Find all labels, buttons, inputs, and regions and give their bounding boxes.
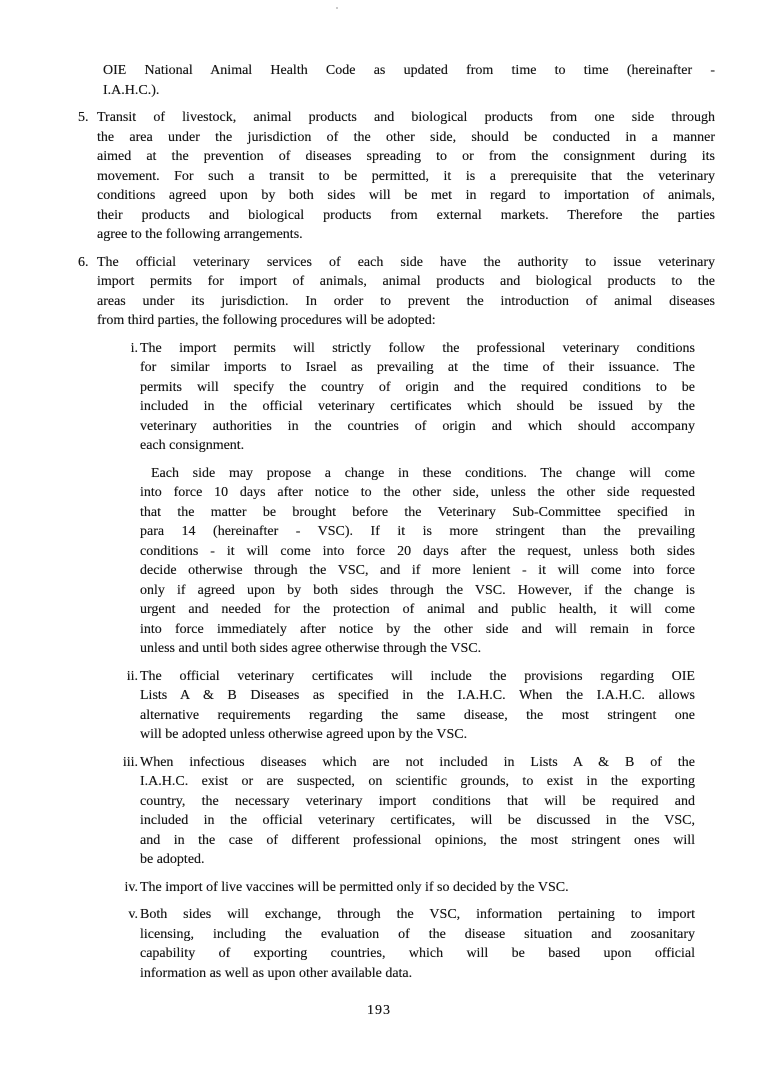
paragraph	[140, 339, 695, 456]
paragraph	[140, 667, 695, 745]
list-item	[0, 339, 695, 659]
item-marker: 5.	[78, 110, 89, 125]
text-line: areas under its jurisdiction. In order to prevent the introduction of animal diseases	[97, 293, 715, 309]
text-line: Transit of livestock, animal products and biological products from one side through	[97, 110, 715, 125]
text-line: veterinary authorities in the countries of origin and which should accompany	[140, 418, 695, 434]
list-item	[0, 753, 695, 870]
text-line: decide otherwise through the VSC, and if more lenient - it will come into force	[140, 563, 695, 578]
text-line: each consignment.	[140, 438, 245, 453]
text-line: included in the official veterinary certificates which should be issued by the	[140, 399, 695, 414]
text-line: country, the necessary veterinary import conditions that will be required and	[140, 793, 695, 809]
text-line: permits will specify the country of origin and the required conditions to be	[140, 379, 695, 395]
item-marker: v.	[128, 907, 138, 922]
text-line: When infectious diseases which are not included in Lists A & B of the	[140, 754, 695, 770]
text-line: into force 10 days after notice to the other side, unless the other side requested	[140, 485, 695, 500]
paragraph	[97, 108, 715, 245]
paragraph	[140, 464, 695, 659]
item-marker: ii.	[126, 668, 138, 684]
text-line: into force immediately after notice by the other side and will remain in force	[140, 621, 695, 637]
text-line: capability of exporting countries, which will be based upon official	[140, 946, 695, 961]
paragraph	[103, 61, 715, 100]
scan-artifact-dot	[336, 7, 338, 9]
text-line: the area under the jurisdiction of the other side, should be conducted in a manner	[97, 129, 715, 145]
text-line: alternative requirements regarding the same disease, the most stringent one	[140, 707, 695, 723]
text-line: conditions - it will come into force 20 days after the request, unless both sides	[140, 543, 695, 559]
list-item	[0, 905, 695, 983]
list-item	[0, 667, 695, 745]
item-marker: i.	[130, 340, 138, 356]
text-line: Lists A & B Diseases as specified in the I.A.H.C. When the I.A.H.C. allows	[140, 688, 695, 703]
list-item	[0, 878, 695, 898]
text-line: for similar imports to Israel as prevailing at the time of their issuance. The	[140, 360, 695, 375]
text-line: The official veterinary certificates will include the provisions regarding OIE	[140, 668, 695, 684]
text-line: be adopted.	[140, 852, 205, 867]
item-marker: iv.	[124, 879, 138, 895]
paragraph	[97, 253, 715, 331]
paragraph	[140, 878, 695, 898]
text-line: aimed at the prevention of diseases spreading to or from the consignment during its	[97, 149, 715, 164]
text-line: licensing, including the evaluation of the disease situation and zoosanitary	[140, 926, 695, 942]
text-line: I.A.H.C.).	[103, 82, 160, 98]
paragraph	[140, 905, 695, 983]
text-line: included in the official veterinary certificates, will be discussed in the VSC,	[140, 813, 695, 828]
text-line: their products and biological products from external markets. Therefore the parties	[97, 207, 715, 223]
paragraph	[103, 61, 715, 100]
page-number: 193	[367, 1003, 391, 1018]
text-line: The import permits will strictly follow the professional veterinary conditions	[140, 340, 695, 356]
text-line: information as well as upon other available data.	[140, 965, 413, 981]
text-line: urgent and needed for the protection of animal and public health, it will come	[140, 602, 695, 617]
text-line: Each side may propose a change in these conditions. The change will come	[151, 465, 695, 481]
text-line: conditions agreed upon by both sides will be met in regard to importation of animals,	[97, 188, 715, 203]
list-item	[0, 108, 715, 245]
list-item	[0, 253, 715, 331]
text-line: agree to the following arrangements.	[97, 227, 303, 242]
text-line: para 14 (hereinafter - VSC). If it is more stringent than the prevailing	[140, 524, 695, 539]
paragraph	[140, 753, 695, 870]
item-marker: 6.	[78, 254, 89, 270]
item-marker: iii.	[122, 754, 138, 770]
document-body	[0, 61, 758, 991]
text-line: Both sides will exchange, through the VSC, information pertaining to import	[140, 907, 695, 922]
text-line: will be adopted unless otherwise agreed upon by the VSC.	[140, 727, 468, 742]
text-line: The official veterinary services of each side have the authority to issue veterinary	[97, 254, 715, 270]
text-line: unless and until both sides agree otherwise through the VSC.	[140, 641, 482, 656]
text-line: from third parties, the following procedures will be adopted:	[97, 313, 436, 328]
text-line: only if agreed upon by both sides through the VSC. However, if the change is	[140, 582, 695, 598]
text-line: I.A.H.C. exist or are suspected, on scientific grounds, to exist in the exporting	[140, 774, 695, 789]
text-line: movement. For such a transit to be permitted, it is a prerequisite that the veterinary	[97, 168, 715, 184]
text-line: that the matter be brought before the Veterinary Sub-Committee specified in	[140, 504, 695, 520]
text-line: OIE National Animal Health Code as updated from time to time (hereinafter -	[103, 63, 715, 78]
text-line: The import of live vaccines will be permitted only if so decided by the VSC.	[140, 879, 569, 895]
text-line: import permits for import of animals, animal products and biological products to the	[97, 274, 715, 289]
text-line: and in the case of different professional opinions, the most stringent ones will	[140, 832, 695, 848]
